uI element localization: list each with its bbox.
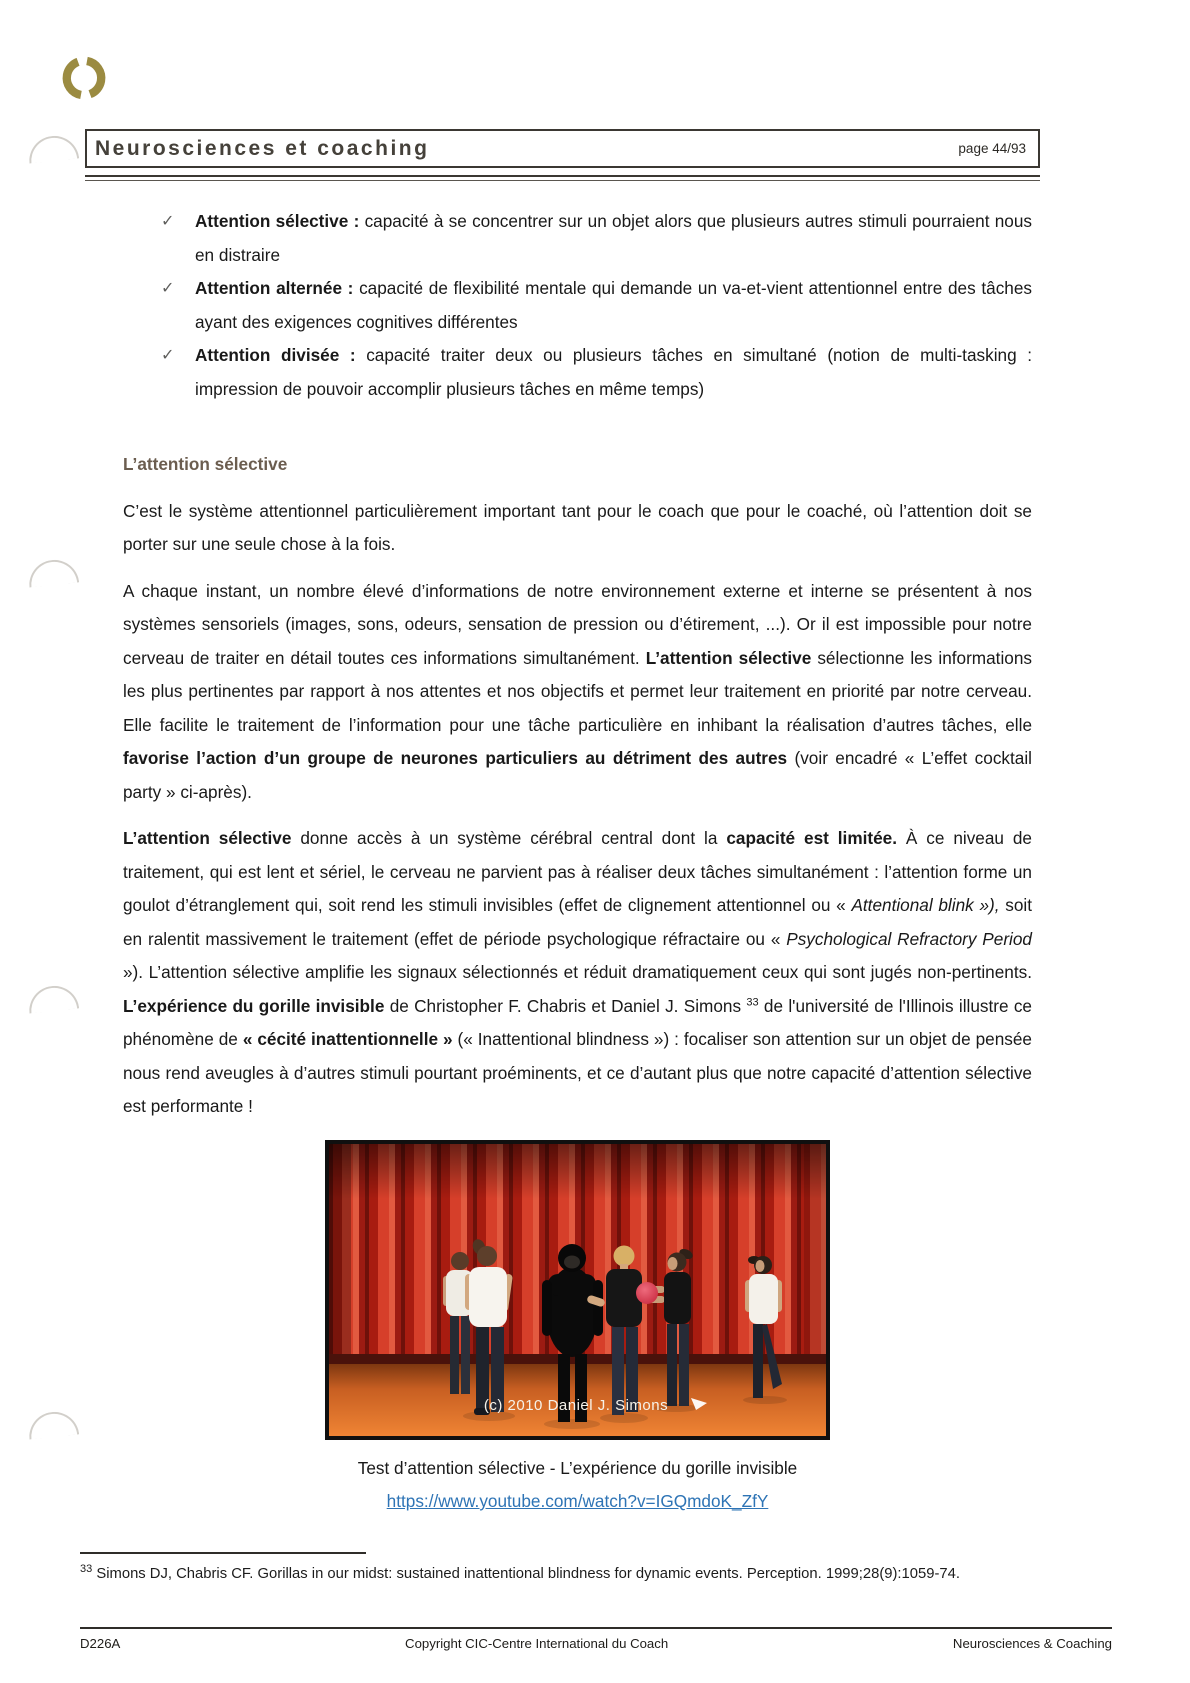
binding-hole-mark — [27, 557, 79, 587]
footer-rule — [80, 1627, 1112, 1629]
section-heading: L’attention sélective — [123, 454, 288, 474]
footnote-marker: 33 — [80, 1563, 93, 1576]
footnote — [80, 1560, 1120, 1589]
check-icon: ✓ — [161, 213, 175, 230]
paragraph: L’attention sélective donne accès à un système cérébral central dont la capacité est limitée. À ce niveau de traitement, qui est lent et sériel, le cerveau ne parvient pas à réaliser deux tâches simultanément : l’attention forme un goulot d’étranglement qui, soit rend les stimuli invisibles (effet de clignement attentionnel ou « Attentional blink »), soit en ralentit massivement le traitement (effet de période psychologique réfractaire ou « Psychological Refractory Period »). L’attention sélective amplifie les signaux sélectionnés et réduit dramatiquement ceux qui sont jugés non-pertinents. L’expérience du gorille invisible de Christopher F. Chabris et Daniel J. Simons $^{33}$ de l'université de l'Illinois illustre ce phénomène de « cécité inattentionnelle » (« Inattentional blindness ») : focaliser son attention sur un objet de pensée nous rend aveugles à d’autres stimuli pourtant proéminents, et ce d’autant plus que notre capacité d’attention sélective est performante ! — [123, 828, 1032, 1116]
binding-hole-mark — [27, 133, 79, 163]
paragraph: C’est le système attentionnel particulièrement important tant pour le coach que pour le coaché, où l’attention doit se porter sur une seule chose à la fois. — [123, 500, 1032, 554]
header-rule — [85, 175, 1040, 181]
page-number: page 44/93 — [958, 141, 1026, 156]
footer-course-name: Neurosciences & Coaching — [952, 1636, 1112, 1651]
page-title: Neurosciences et coaching — [95, 136, 430, 160]
figure-link-line — [123, 1485, 1032, 1519]
youtube-link[interactable]: https://www.youtube.com/watch?v=IGQmdoK_ZfY — [386, 1491, 769, 1511]
page-header — [85, 129, 1040, 168]
cic-logo-icon — [60, 54, 108, 102]
footer-copyright: Copyright CIC-Centre International du Coach — [405, 1636, 669, 1651]
list-item — [123, 339, 1032, 406]
list-item-text: Attention divisée : capacité traiter deux ou plusieurs tâches en simultané (notion de multi-tasking : impression de pouvoir accomplir plusieurs tâches en même temps) — [195, 345, 1032, 399]
footer-doc-code: D226A — [80, 1636, 121, 1651]
list-item-text: Attention alternée : capacité de flexibilité mentale qui demande un va-et-vient attentionnel entre des tâches ayant des exigences cognitives différentes — [195, 278, 1032, 332]
photo-copyright: (c) 2010 Daniel J. Simons — [483, 1396, 669, 1414]
page-footer — [80, 1636, 1112, 1651]
binding-hole-mark — [27, 983, 79, 1013]
list-item-text: Attention sélective : capacité à se concentrer sur un objet alors que plusieurs autres stimuli pourraient nous en distraire — [195, 211, 1033, 265]
list-item — [123, 272, 1032, 339]
footnote-text: Simons DJ, Chabris CF. Gorillas in our midst: sustained inattentional blindness for dynamic events. Perception. 1999;28(9):1059-74. — [92, 1566, 960, 1582]
attention-types-list — [123, 205, 1032, 406]
paragraph: A chaque instant, un nombre élevé d’informations de notre environnement externe et interne se présentent à nos systèmes sensoriels (images, sons, odeurs, sensation de pression ou d’étirement, ...). Or il est impossible pour notre cerveau de traiter en détail toutes ces informations simultanément. L’attention sélective sélectionne les informations les plus pertinentes par rapport à nos attentes et nos objectifs et permet leur traitement en priorité par notre cerveau. Elle facilite le traitement de l’information pour une tâche particulière en inhibant la réalisation d’autres tâches, elle favorise l’action d’un groupe de neurones particuliers au détriment des autres (voir encadré « L’effet cocktail party » ci-après). — [123, 580, 1032, 802]
footnote-separator — [80, 1552, 366, 1554]
gorilla-experiment-photo — [325, 1140, 830, 1440]
check-icon: ✓ — [161, 280, 175, 297]
binding-hole-mark — [27, 1409, 79, 1439]
check-icon: ✓ — [161, 347, 175, 364]
body-content — [123, 205, 1032, 1519]
list-item — [123, 205, 1032, 272]
red-ball — [636, 1282, 658, 1304]
figure-caption: Test d’attention sélective - L’expérience du gorille invisible — [357, 1457, 798, 1478]
gorilla-experiment-illustration — [329, 1144, 826, 1436]
